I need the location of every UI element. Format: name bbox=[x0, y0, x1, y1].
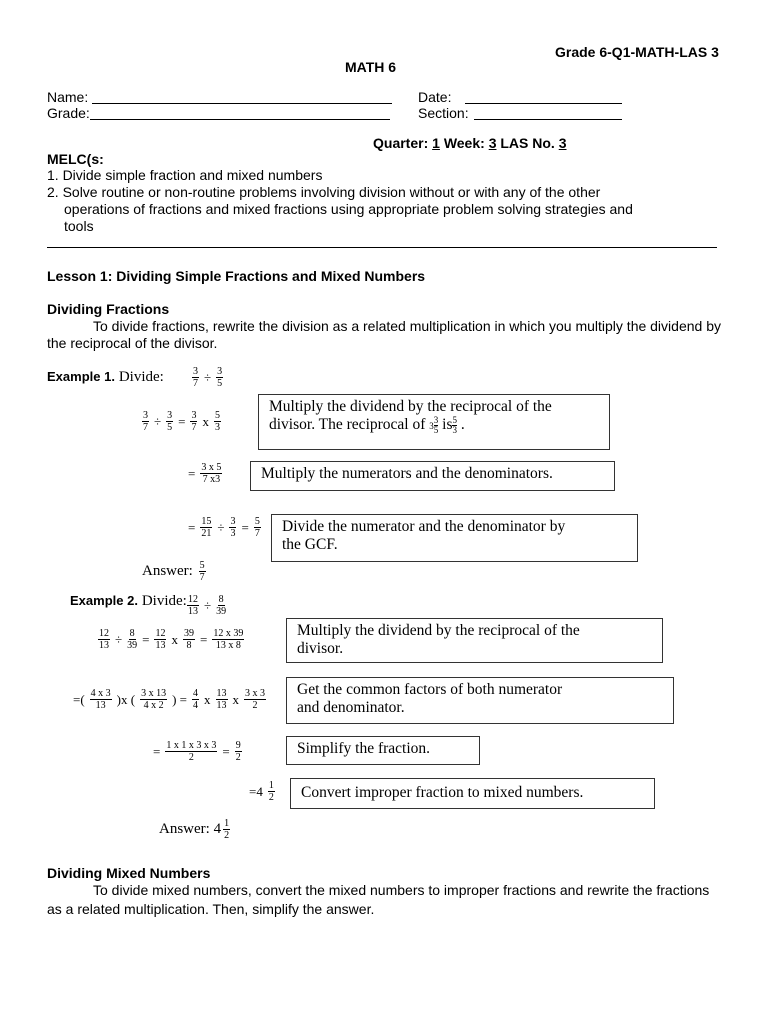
numerator: 3 x 13 bbox=[141, 688, 167, 699]
math-operator: x bbox=[232, 691, 240, 707]
denominator: 7 bbox=[143, 422, 148, 433]
denominator: 3 bbox=[230, 528, 236, 539]
numerator: 5 bbox=[452, 415, 457, 425]
denominator: 7 bbox=[254, 528, 260, 539]
numerator: 8 bbox=[129, 628, 135, 639]
divider bbox=[47, 247, 717, 248]
answer-fraction bbox=[223, 818, 230, 841]
grade-label: Grade: bbox=[47, 105, 90, 121]
numerator: 12 x 39 bbox=[213, 628, 244, 639]
fraction bbox=[216, 688, 228, 711]
explanation-text: is bbox=[438, 416, 453, 434]
fraction bbox=[154, 628, 166, 651]
math-operator: ) = bbox=[172, 691, 188, 707]
numerator: 3 bbox=[230, 516, 236, 527]
numerator: 3 x 3 bbox=[245, 688, 266, 699]
explanation-text: Multiply the dividend by the reciprocal of the bbox=[297, 622, 580, 639]
answer-label: Answer: bbox=[142, 563, 193, 579]
explanation-text: Get the common factors of both numerator bbox=[297, 681, 563, 698]
math-operator: x bbox=[202, 413, 209, 429]
las-label: LAS No. bbox=[500, 135, 555, 151]
math-operator: x bbox=[204, 691, 211, 707]
divide-label: Divide: bbox=[118, 369, 164, 385]
numerator: 5 bbox=[199, 560, 205, 571]
denominator: 4 x 2 bbox=[143, 700, 164, 711]
math-operator: )x ( bbox=[116, 691, 136, 707]
quarter-label: Quarter: bbox=[373, 135, 429, 151]
denominator: 8 bbox=[186, 640, 192, 651]
denominator: 13 x 8 bbox=[215, 640, 241, 651]
denominator: 2 bbox=[268, 792, 274, 803]
math-operator: = bbox=[222, 743, 230, 759]
math-operator: = bbox=[178, 413, 186, 429]
fraction bbox=[127, 628, 137, 651]
numerator: 5 bbox=[214, 410, 220, 421]
fraction bbox=[244, 688, 266, 711]
numerator: 39 bbox=[183, 628, 194, 639]
math-operator: =( bbox=[73, 691, 85, 707]
fraction bbox=[214, 410, 221, 433]
example-label: Example 2. bbox=[70, 593, 138, 608]
answer-label: Answer: 4 bbox=[159, 821, 222, 837]
numerator: 9 bbox=[235, 740, 241, 751]
math-operator: ÷ bbox=[115, 631, 123, 647]
section-line[interactable] bbox=[474, 119, 622, 120]
example-1-step-2 bbox=[185, 462, 224, 485]
denominator: 21 bbox=[201, 528, 212, 539]
numerator: 3 x 5 bbox=[201, 462, 222, 473]
fraction bbox=[98, 628, 110, 651]
fraction bbox=[192, 366, 199, 389]
example-2-problem bbox=[185, 594, 228, 617]
numerator: 1 bbox=[224, 818, 230, 829]
numerator: 15 bbox=[201, 516, 212, 527]
numerator: 3 bbox=[217, 366, 223, 377]
denominator: 5 bbox=[217, 378, 223, 389]
las-value: 3 bbox=[558, 135, 567, 151]
date-label: Date: bbox=[418, 89, 452, 105]
date-line[interactable] bbox=[465, 103, 622, 104]
denominator: 7 bbox=[199, 572, 205, 583]
numerator: 12 bbox=[188, 594, 198, 605]
denominator: 4 bbox=[193, 700, 199, 711]
example-1-answer bbox=[142, 560, 208, 583]
numerator: 1 bbox=[268, 780, 274, 791]
example-1-step-1 bbox=[140, 410, 223, 433]
fraction bbox=[166, 410, 173, 433]
explanation-text: and denominator. bbox=[297, 699, 405, 716]
fraction bbox=[200, 516, 212, 539]
explanation-text: Divide the numerator and the denominator by bbox=[282, 518, 566, 535]
denominator: 2 bbox=[188, 752, 194, 763]
example-1-explanation-3 bbox=[271, 514, 638, 562]
example-2-step-3 bbox=[150, 740, 244, 763]
fraction bbox=[142, 410, 149, 433]
explanation-text: the GCF. bbox=[282, 536, 338, 553]
fraction bbox=[216, 366, 223, 389]
section-heading: Dividing Fractions bbox=[47, 301, 170, 317]
numerator: 8 bbox=[218, 594, 224, 605]
numerator: 3 bbox=[433, 415, 439, 425]
quarter-line bbox=[373, 135, 567, 151]
example-1-heading bbox=[47, 368, 164, 386]
denominator: 13 bbox=[95, 700, 106, 711]
melc-item-2-cont: tools bbox=[64, 218, 94, 234]
denominator: 2 bbox=[235, 752, 241, 763]
lesson-title: Lesson 1: Dividing Simple Fractions and Mixed Numbers bbox=[47, 268, 426, 284]
fraction bbox=[187, 594, 199, 617]
fraction bbox=[190, 410, 197, 433]
numerator: 12 bbox=[99, 628, 109, 639]
example-2-explanation-4: Convert improper fraction to mixed numbers. bbox=[290, 778, 655, 809]
denominator: 7 bbox=[191, 422, 197, 433]
math-operator: =4 bbox=[249, 783, 263, 799]
math-operator: = bbox=[188, 465, 196, 481]
example-2-explanation-2 bbox=[286, 677, 674, 724]
explanation-text: Multiply the dividend by the reciprocal of the bbox=[269, 398, 552, 415]
math-operator: ÷ bbox=[154, 413, 162, 429]
example-2-step-1 bbox=[96, 628, 246, 651]
example-2-step-2 bbox=[70, 688, 268, 711]
example-1-problem bbox=[190, 366, 225, 389]
example-1-explanation-1 bbox=[258, 394, 610, 450]
example-1-explanation-2: Multiply the numerators and the denominators. bbox=[250, 461, 615, 491]
fraction bbox=[90, 688, 112, 711]
reciprocal-fraction bbox=[452, 416, 457, 435]
denominator: 39 bbox=[127, 640, 138, 651]
example-2-explanation-1 bbox=[286, 618, 663, 663]
math-operator: = bbox=[188, 519, 196, 535]
melc-title: MELC(s: bbox=[47, 151, 104, 167]
numerator: 3 bbox=[143, 410, 148, 421]
example-2-explanation-3: Simplify the fraction. bbox=[286, 736, 480, 765]
fraction bbox=[216, 594, 226, 617]
divide-label: Divide: bbox=[141, 593, 187, 609]
numerator: 4 bbox=[193, 688, 199, 699]
explanation-text: 3 bbox=[429, 421, 434, 432]
explanation-text: divisor. The reciprocal of 3 $\frac{3}{5}$ is $\frac{5}{3}$ . bbox=[269, 415, 465, 435]
denominator: 7 x3 bbox=[202, 474, 221, 485]
numerator: 3 bbox=[193, 366, 198, 377]
section-paragraph: To divide mixed numbers, convert the mixed numbers to improper fractions and rewrite the fractions as a related multiplication. Then, simplify the answer. bbox=[47, 882, 710, 917]
explanation-text: divisor. The reciprocal of bbox=[269, 416, 430, 434]
week-label: Week: bbox=[443, 135, 485, 151]
math-operator: ÷ bbox=[204, 369, 212, 385]
denominator: 39 bbox=[216, 606, 227, 617]
numerator: 1 x 1 x 3 x 3 bbox=[166, 740, 217, 751]
fraction bbox=[165, 740, 217, 763]
melc-item-1: 1. Divide simple fraction and mixed numbers bbox=[47, 167, 323, 183]
numerator: 5 bbox=[254, 516, 260, 527]
math-operator: ÷ bbox=[217, 519, 225, 535]
name-label: Name: bbox=[47, 89, 89, 105]
denominator: 7 bbox=[193, 378, 198, 389]
denominator: 5 bbox=[433, 425, 439, 435]
math-operator: = bbox=[199, 631, 208, 647]
denominator: 13 bbox=[188, 606, 198, 617]
answer-fraction bbox=[199, 560, 206, 583]
math-operator: = bbox=[241, 519, 249, 535]
denominator: 13 bbox=[155, 640, 166, 651]
subject-title: MATH 6 bbox=[345, 59, 397, 75]
fraction bbox=[268, 780, 275, 803]
document-code: Grade 6-Q1-MATH-LAS 3 bbox=[555, 44, 719, 60]
denominator: 2 bbox=[252, 700, 258, 711]
denominator: 3 bbox=[452, 425, 457, 435]
fraction bbox=[140, 688, 167, 711]
fraction bbox=[229, 516, 236, 539]
fraction bbox=[192, 688, 199, 711]
math-operator: = bbox=[153, 743, 161, 759]
numerator: 12 bbox=[155, 628, 166, 639]
denominator: 13 bbox=[99, 640, 109, 651]
melc-item-2: 2. Solve routine or non-routine problems involving division without or with any of the other bbox=[47, 184, 601, 200]
denominator: 5 bbox=[167, 422, 173, 433]
math-operator: = bbox=[142, 631, 150, 647]
fraction bbox=[235, 740, 242, 763]
example-label: Example 1. bbox=[47, 369, 115, 384]
fraction bbox=[212, 628, 244, 651]
name-line[interactable] bbox=[92, 103, 392, 104]
example-2-heading bbox=[70, 592, 187, 610]
section-label: Section: bbox=[418, 105, 469, 121]
denominator: 13 bbox=[216, 700, 227, 711]
section-paragraph: To divide fractions, rewrite the division as a related multiplication in which you multiply the dividend by the reciprocal of the divisor. bbox=[47, 318, 721, 351]
quarter-value: 1 bbox=[432, 135, 440, 151]
example-2-step-4 bbox=[246, 780, 277, 803]
denominator: 2 bbox=[224, 830, 230, 841]
numerator: 4 x 3 bbox=[90, 688, 111, 699]
grade-line[interactable] bbox=[90, 119, 390, 120]
numerator: 13 bbox=[216, 688, 227, 699]
fraction bbox=[254, 516, 261, 539]
fraction bbox=[200, 462, 222, 485]
numerator: 3 bbox=[167, 410, 173, 421]
melc-item-2-cont: operations of fractions and mixed fractions using appropriate problem solving strategies and bbox=[64, 201, 633, 217]
numerator: 3 bbox=[191, 410, 197, 421]
math-operator: ÷ bbox=[204, 597, 212, 613]
section-heading: Dividing Mixed Numbers bbox=[47, 865, 211, 881]
example-2-answer bbox=[159, 818, 232, 841]
fraction bbox=[183, 628, 195, 651]
week-value: 3 bbox=[488, 135, 497, 151]
explanation-text: divisor. bbox=[297, 640, 344, 657]
math-operator: x bbox=[171, 631, 178, 647]
example-1-step-3 bbox=[185, 516, 263, 539]
denominator: 3 bbox=[214, 422, 220, 433]
